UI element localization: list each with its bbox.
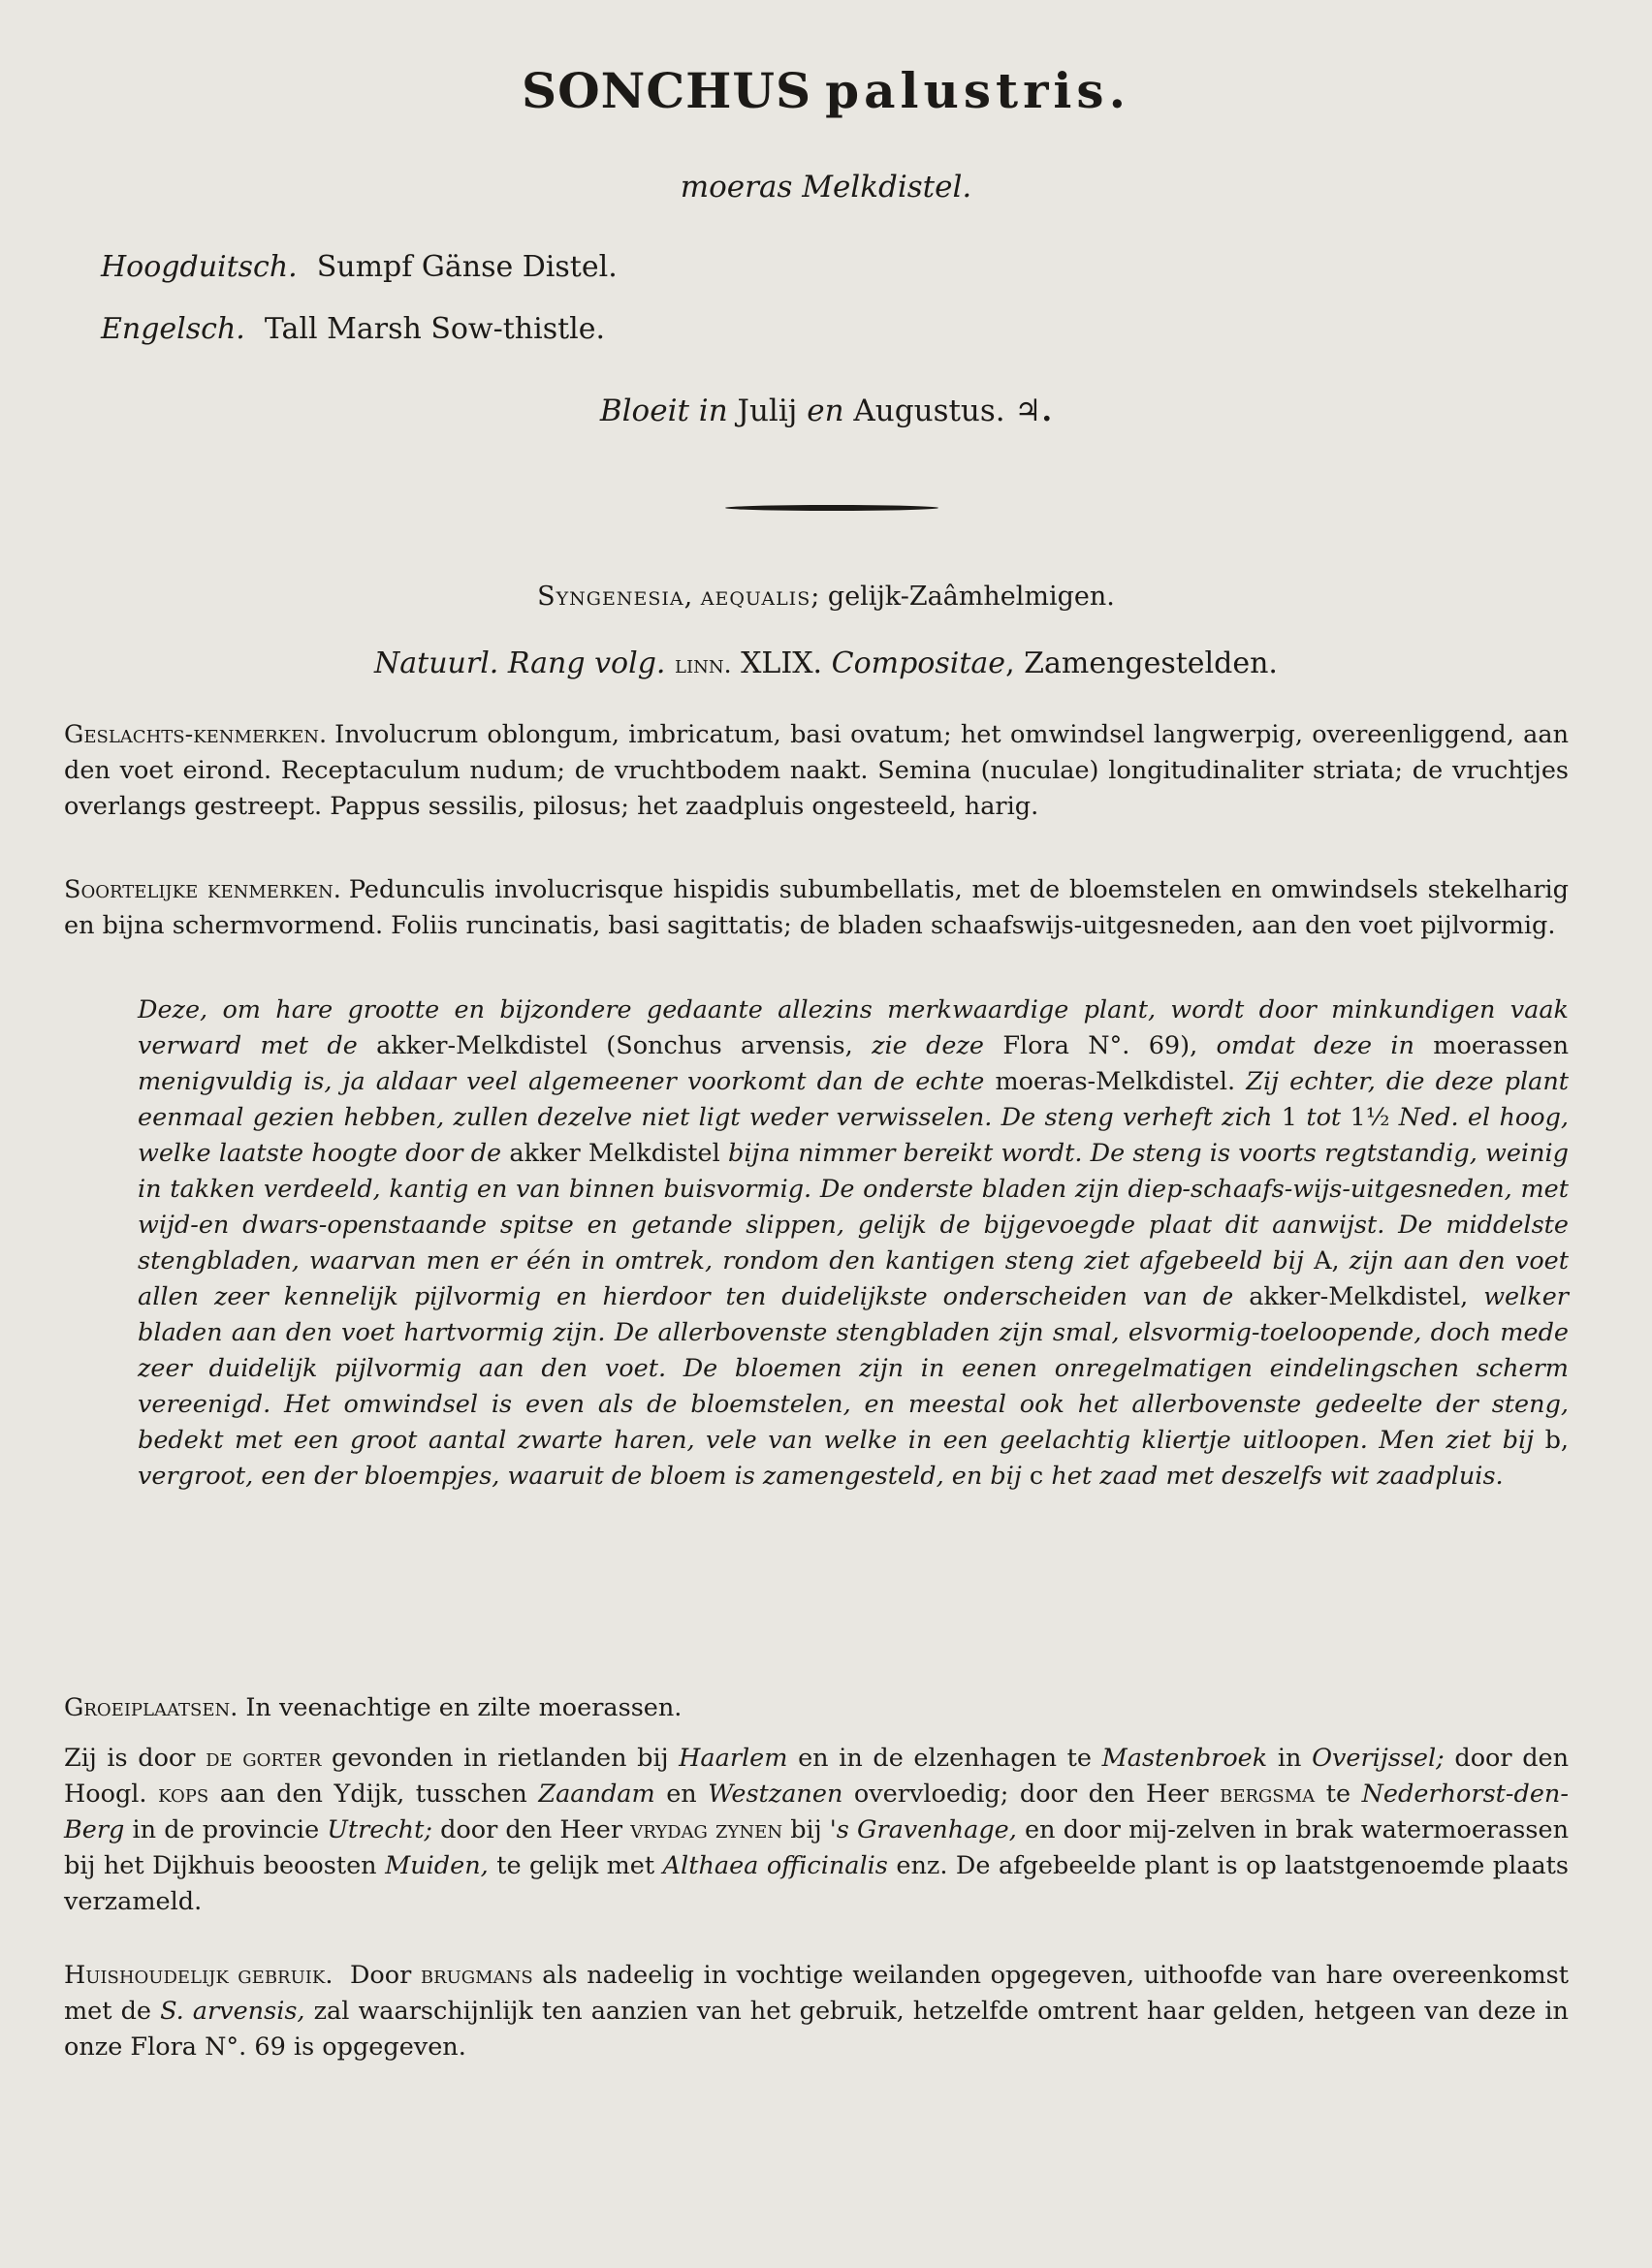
desc-text: Zij echter, die deze plant eenmaal gezien hebben, zullen dezelve niet ligt weder verwisselen. De steng verheft zich [138, 1067, 1570, 1132]
loc-person: kops [158, 1780, 209, 1809]
rank-dutch: Zamengestelden. [1024, 646, 1278, 680]
loc-place: 's Gravenhage, [829, 1815, 1017, 1844]
section-heading: Geslachts-kenmerken. [64, 720, 328, 749]
loc-person: de gorter [206, 1744, 322, 1773]
order-name: aequalis [700, 582, 811, 612]
loc-text: en door mij-zelven in brak watermoerassen bij het Dijkhuis beoosten [64, 1815, 1569, 1880]
section-text: Pedunculis involucrisque hispidis subumbellatis, met de bloemstelen en omwindsels stekelharig en bijna schermvormend. Foliis runcinatis, basi sagittatis; de bladen schaafswijs-uitgesneden, aan den voet pijlvormig. [64, 875, 1569, 940]
desc-text: vergroot, een der bloempjes, waaruit de bloem is zamengesteld, en bij [138, 1462, 1022, 1491]
desc-text: tot [1306, 1103, 1342, 1132]
title-species: palustris. [825, 62, 1130, 119]
dutch-name: moeras Melkdistel. [680, 170, 972, 205]
loc-text: bij [790, 1815, 822, 1844]
loc-text: Zij is door [64, 1744, 196, 1773]
class-name: Syngenesia [537, 582, 684, 612]
desc-text: akker Melkdistel [509, 1139, 720, 1168]
localities [64, 1741, 1569, 1920]
bloom-month-2: Augustus. [853, 394, 1005, 428]
loc-species: Althaea officinalis [662, 1851, 888, 1880]
bloom-prefix: Bloeit in [599, 394, 728, 428]
vernacular-lang: Engelsch. [101, 312, 245, 346]
loc-text: gevonden in rietlanden bij [332, 1744, 669, 1773]
desc-text: Deze, om hare grootte en bijzondere gedaante allezins merkwaardige plant, wordt door minkundigen vaak verward met de [138, 995, 1569, 1060]
loc-place: Overijssel; [1312, 1744, 1445, 1773]
loc-text: in de provincie [132, 1815, 320, 1844]
loc-text: door den Heer [440, 1815, 623, 1844]
loc-text: aan den Ydijk, tusschen [219, 1780, 527, 1809]
bloom-month-1: Julij [737, 394, 798, 428]
desc-text: b, [1544, 1426, 1569, 1455]
bloom-and: en [807, 394, 844, 428]
desc-text: A, [1314, 1246, 1340, 1276]
vernacular-value: Tall Marsh Sow-thistle. [264, 312, 606, 346]
desc-text: Flora N°. 69), [1002, 1031, 1198, 1060]
use-species: S. arvensis, [160, 1997, 305, 2026]
rank-linn: linn. [675, 650, 732, 678]
section-heading: Huishoudelijk gebruik. [64, 1961, 334, 1990]
desc-text: zijn aan den voet allen zeer kennelijk pijlvormig en hierdoor ten duidelijkste onderscheiden van de [138, 1246, 1570, 1311]
loc-place: Muiden, [385, 1851, 489, 1880]
desc-text: Ned. el hoog, welke laatste hoogte door de [138, 1103, 1570, 1168]
habitat [64, 1690, 1569, 1726]
natural-rank: Natuurl. Rang volg. linn. XLIX. Compositae, Zamengestelden. [374, 646, 1278, 680]
loc-text: en in de elzenhagen te [798, 1744, 1093, 1773]
loc-place: Utrecht; [327, 1815, 432, 1844]
desc-text: omdat deze in [1216, 1031, 1414, 1060]
use-text: als nadeelig in vochtige weilanden opgegeven, uithoofde van hare overeenkomst met de [64, 1961, 1569, 2026]
loc-place: Westzanen [708, 1780, 843, 1809]
loc-text: door den Hoogl. [64, 1744, 1570, 1809]
vernacular-lang: Hoogduitsch. [101, 250, 298, 284]
section-text: In veenachtige en zilte moerassen. [245, 1693, 683, 1722]
loc-person: bergsma [1220, 1780, 1316, 1809]
section-heading: Soortelijke kenmerken. [64, 875, 341, 904]
loc-place: Mastenbroek [1101, 1744, 1268, 1773]
desc-text: akker-Melkdistel (Sonchus arvensis, [376, 1031, 853, 1060]
use-text: zal waarschijnlijk ten aanzien van het gebruik, hetzelfde omtrent haar gelden, hetgeen van deze in onze Flora N°. 69 is opgegeven. [64, 1997, 1569, 2062]
desc-text: 1 [1281, 1103, 1298, 1132]
desc-text: moeras-Melkdistel. [995, 1067, 1236, 1096]
desc-text: moerassen [1433, 1031, 1569, 1060]
loc-place: Haarlem [679, 1744, 788, 1773]
classification-dutch: gelijk-Zaâmhelmigen. [827, 582, 1115, 612]
use-text: Door [349, 1961, 412, 1990]
desc-text: zie deze [872, 1031, 985, 1060]
vernacular-english [101, 312, 605, 346]
rank-family: Compositae [831, 646, 1006, 680]
section-text: Involucrum oblongum, imbricatum, basi ovatum; het omwindsel langwerpig, overeenliggend, aan den voet eirond. Receptaculum nudum; de vruchtbodem naakt. Semina (nuculae) longitudinaliter striata; de vruchtjes overlangs gestreept. Pappus sessilis, pilosus; het zaadpluis ongesteeld, harig. [64, 720, 1569, 821]
loc-text: in [1277, 1744, 1302, 1773]
description [138, 992, 1569, 1495]
loc-text: en [666, 1780, 697, 1809]
genus-characters [64, 717, 1569, 825]
page-title [0, 62, 1652, 119]
use-person: brugmans [420, 1961, 533, 1990]
rank-number: XLIX. [741, 646, 823, 680]
desc-text: c [1029, 1462, 1044, 1491]
loc-person: vrydag zynen [630, 1815, 783, 1844]
loc-text: te gelijk met [496, 1851, 655, 1880]
perennial-symbol: ♃. [1014, 394, 1053, 428]
desc-text: 1½ [1350, 1103, 1390, 1132]
title-genus: SONCHUS [522, 62, 812, 119]
rank-prefix: Natuurl. Rang volg. [374, 646, 666, 680]
desc-text: welker bladen aan den voet hartvormig zijn. De allerbovenste stengbladen zijn smal, elsvormig-toeloopende, doch mede zeer duidelijk pijlvormig aan den voet. De bloemen zijn in eenen onregelmatigen eindelingschen scherm vereenigd. Het omwindsel is even als de bloemstelen, en meestal ook het allerbovenste gedeelte der steng, bedekt met een groot aantal zwarte haren, vele van welke in een geelachtig kliertje uitloopen. Men ziet bij [138, 1282, 1569, 1455]
loc-text: te [1325, 1780, 1351, 1809]
desc-text: menigvuldig is, ja aldaar veel algemeener voorkomt dan de echte [138, 1067, 985, 1096]
bloom-period [0, 394, 1652, 428]
section-heading: Groeiplaatsen. [64, 1693, 238, 1722]
economic-use [64, 1958, 1569, 2065]
loc-place: Zaandam [538, 1780, 655, 1809]
loc-place: Nederhorst-den-Berg [64, 1780, 1569, 1844]
loc-text: overvloedig; door den Heer [853, 1780, 1209, 1809]
divider [725, 505, 938, 511]
desc-text: akker-Melkdistel, [1249, 1282, 1469, 1311]
desc-text: het zaad met deszelfs wit zaadpluis. [1051, 1462, 1504, 1491]
linnaean-classification: Syngenesia, aequalis; gelijk-Zaâmhelmigen. [537, 582, 1115, 612]
vernacular-german [101, 250, 618, 284]
loc-text: enz. De afgebeelde plant is op laatstgenoemde plaats verzameld. [64, 1851, 1570, 1916]
species-characters [64, 872, 1569, 944]
desc-text: bijna nimmer bereikt wordt. De steng is voorts regtstandig, weinig in takken verdeeld, kantig en van binnen buisvormig. De onderste bladen zijn diep-schaafs-wijs-uitgesneden, met wijd-en dwars-openstaande spitse en getande slippen, gelijk de bijgevoegde plaat dit aanwijst. De middelste stengbladen, waarvan men er één in omtrek, rondom den kantigen steng ziet afgebeeld bij [138, 1139, 1569, 1276]
vernacular-value: Sumpf Gänse Distel. [316, 250, 618, 284]
